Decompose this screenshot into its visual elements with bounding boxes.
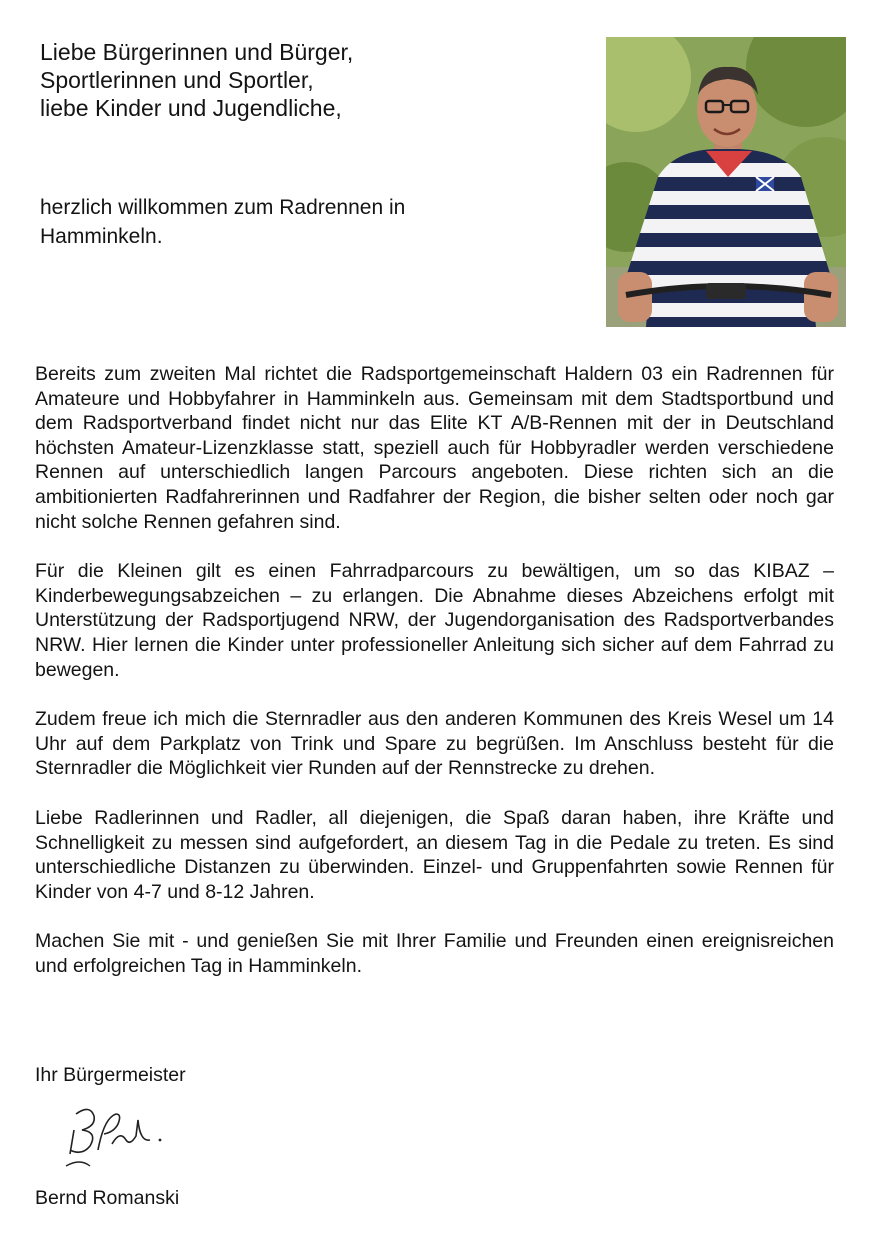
paragraph-join: Machen Sie mit - und genießen Sie mit Ihrer Familie und Freunden einen ereignisreichen und erfolgreichen Tag in Hamminkeln. — [35, 930, 834, 977]
greeting — [40, 38, 353, 122]
welcome-text: herzlich willkommen zum Radrennen in Hamminkeln. — [40, 196, 406, 248]
paragraph-invitation: Liebe Radlerinnen und Radler, all diejenigen, die Spaß daran haben, ihre Kräfte und Schnelligkeit zu messen sind aufgefordert, an diesem Tag in die Pedale zu treten. Es sind unterschiedliche Distanzen zu überwinden. Einzel- und Gruppenfahrten sowie Rennen für Kinder von 4-7 und 8-12 Jahren. — [35, 806, 834, 903]
portrait-photo — [606, 37, 846, 327]
portrait-illustration — [606, 37, 846, 327]
signer-name: Bernd Romanski — [35, 1187, 180, 1209]
letter-body — [35, 362, 834, 1003]
greeting-line-3: liebe Kinder und Jugendliche, — [40, 95, 342, 121]
closing-line: Ihr Bürgermeister — [35, 1064, 186, 1086]
signature — [60, 1100, 180, 1172]
greeting-line-2: Sportlerinnen und Sportler, — [40, 67, 314, 93]
greeting-line-1: Liebe Bürgerinnen und Bürger, — [40, 39, 354, 65]
paragraph-sternradler: Zudem freue ich mich die Sternradler aus den anderen Kommunen des Kreis Wesel um 14 Uhr auf dem Parkplatz von Trink und Spare zu begrüßen. Im Anschluss besteht für die Sternradler die Möglichkeit vier Runden auf der Rennstrecke zu drehen. — [35, 708, 834, 780]
paragraph-race-intro: Bereits zum zweiten Mal richtet die Radsportgemeinschaft Haldern 03 ein Radrennen für Amateure und Hobbyfahrer in Hamminkeln aus. Gemeinsam mit dem Stadtsportbund und dem Radsportverband findet nicht nur das Elite KT A/B-Rennen mit der in Deutschland höchsten Amateur-Lizenzklasse statt, speziell auch für Hobbyradler werden verschiedene Rennen auf unterschiedlich langen Parcours angeboten. Diese richten sich an die ambitionierten Radfahrerinnen und Radfahrer der Region, die bisher selten oder noch gar nicht solche Rennen gefahren sind. — [35, 363, 834, 533]
paragraph-kibaz: Für die Kleinen gilt es einen Fahrradparcours zu bewältigen, um so das KIBAZ – Kinderbewegungsabzeichen – zu erlangen. Die Abnahme dieses Abzeichens erfolgt mit Unterstützung der Radsportjugend NRW, der Jugendorganisation des Radsportverbandes NRW. Hier lernen die Kinder unter professioneller Anleitung sich sicher auf dem Fahrrad zu bewegen. — [35, 560, 834, 681]
